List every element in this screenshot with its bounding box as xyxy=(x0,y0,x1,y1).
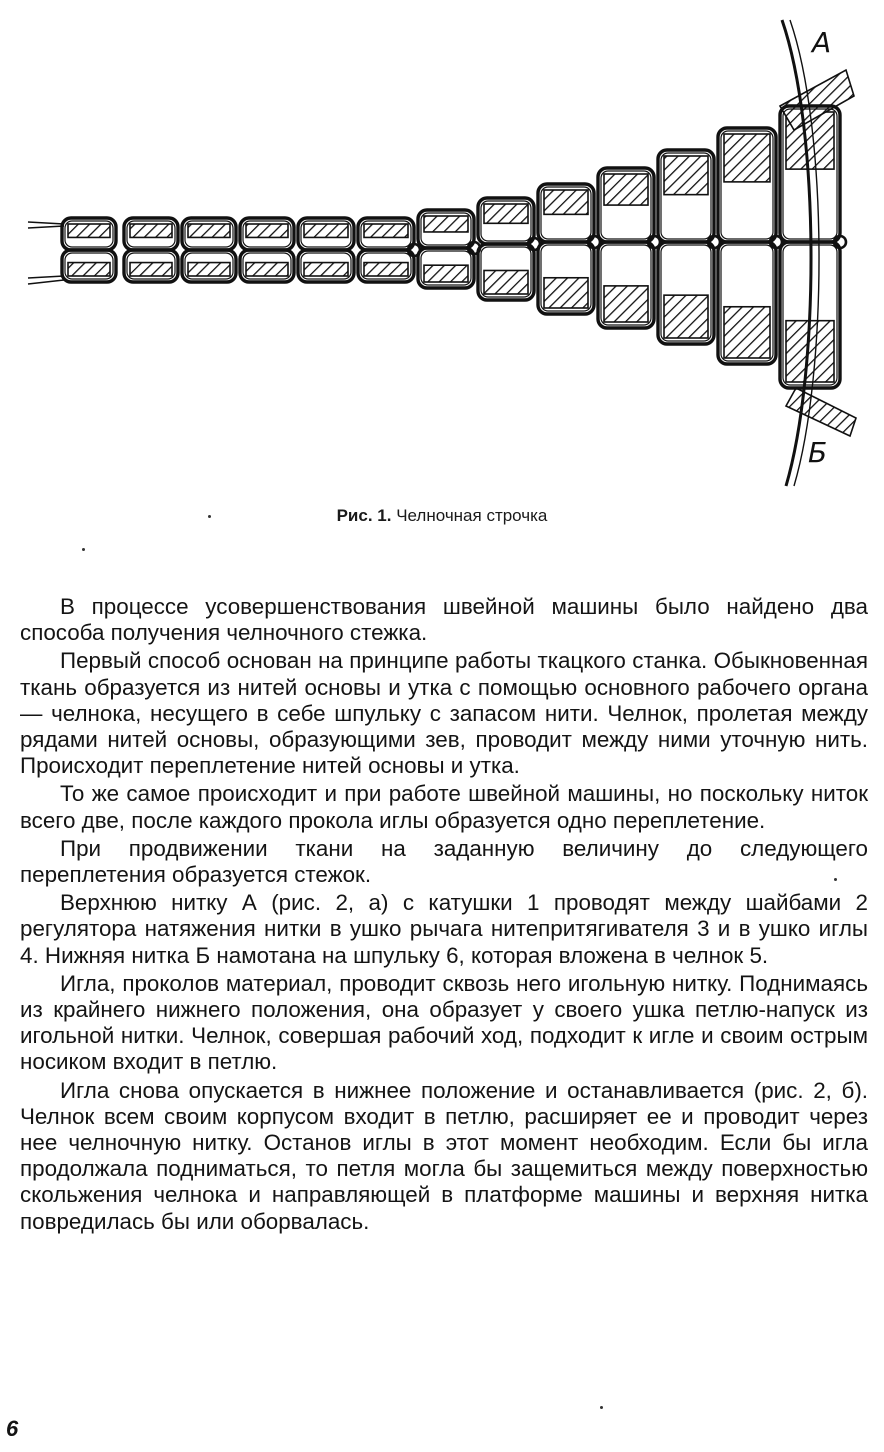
page-number: 6 xyxy=(6,1416,19,1441)
print-speck xyxy=(208,515,211,518)
fabric-segment-upper xyxy=(246,224,288,237)
fabric-segment-upper xyxy=(188,224,230,237)
body-text xyxy=(20,594,868,1237)
fabric-segment-upper xyxy=(364,224,408,237)
print-speck xyxy=(600,1406,603,1409)
paragraph: Игла снова опускается в нижнее положение и останавливается (рис. 2, б). Челнок всем своим корпусом входит в петлю, расширяет ее и проводит через нее челночную нитку. Останов иглы в этот момент необходим. Если бы игла продолжала подниматься, то петля могла бы защемиться между поверхностью скольжения челнока и направляющей в платформе машины и верхняя нитка повредилась бы или оборвалась. xyxy=(20,1077,868,1234)
paragraph: При продвижении ткани на заданную величину до следующего переплетения образуется стежок. xyxy=(20,835,868,888)
thread-ends-left xyxy=(28,222,64,284)
fabric-segment-lower xyxy=(424,265,468,282)
fabric-segment-upper xyxy=(68,224,110,237)
lockstitch-diagram xyxy=(20,10,870,490)
fabric-segment-upper xyxy=(484,204,528,223)
paragraph: В процессе усовершенствования швейной машины было найдено два способа получения челночного стежка. xyxy=(20,594,868,646)
fabric-segment-lower xyxy=(246,263,288,276)
paragraph: То же самое происходит и при работе швейной машины, но поскольку ниток всего две, после каждого прокола иглы образуется одно переплетение. xyxy=(20,781,868,833)
fabric-segment-lower xyxy=(604,286,648,322)
fabric-segment-upper xyxy=(604,174,648,205)
fabric-segment-lower xyxy=(304,263,348,276)
label-thread-a: А xyxy=(812,26,832,59)
figure-caption xyxy=(0,506,884,526)
fabric-segment-lower xyxy=(188,263,230,276)
paragraph: Первый способ основан на принципе работы ткацкого станка. Обыкновенная ткань образуется из нитей основы и утка с помощью основного рабочего органа — челнока, несущего в себе шпульку с запасом нити. Челнок, пролетая между рядами нитей основы, образующими зев, проводит между ними уточную нить. Происходит переплетение нитей основы и утка. xyxy=(20,648,868,779)
fabric-segment-lower xyxy=(664,295,708,338)
fabric-segment-lower xyxy=(364,263,408,276)
fabric-segment-lower xyxy=(724,307,770,358)
paragraph: Верхнюю нитку А (рис. 2, а) с катушки 1 проводят между шайбами 2 регулятора натяжения нитки в ушко рычага нитепритягивателя 3 и в ушко иглы 4. Нижняя нитка Б намотана на шпульку 6, которая вложена в челнок 5. xyxy=(20,890,868,968)
fabric-segment-upper xyxy=(304,224,348,237)
fabric-segment-upper xyxy=(544,190,588,214)
print-speck xyxy=(82,548,85,551)
fabric-segment-lower xyxy=(484,270,528,294)
fabric-segment-upper xyxy=(664,156,708,195)
caption-title: Челночная строчка xyxy=(396,506,548,525)
label-thread-b: Б xyxy=(808,436,828,469)
fabric-segment-lower xyxy=(130,263,172,276)
fabric-segment-upper xyxy=(724,134,770,182)
fabric-segment-lower xyxy=(68,263,110,276)
fabric-segment-upper xyxy=(130,224,172,237)
caption-number: Рис. 1. xyxy=(336,506,392,525)
stitch-figure xyxy=(20,10,870,490)
fabric-end-bottom xyxy=(786,388,856,436)
fabric-segment-upper xyxy=(424,216,468,232)
paragraph: Игла, проколов материал, проводит сквозь него игольную нитку. Поднимаясь из крайнего нижнего положения, она образует у своего ушка петлю-напуск из игольной нитки. Челнок, совершая рабочий ход, подходит к игле и своим острым носиком входит в петлю. xyxy=(20,970,868,1075)
fabric-segment-lower xyxy=(544,278,588,308)
